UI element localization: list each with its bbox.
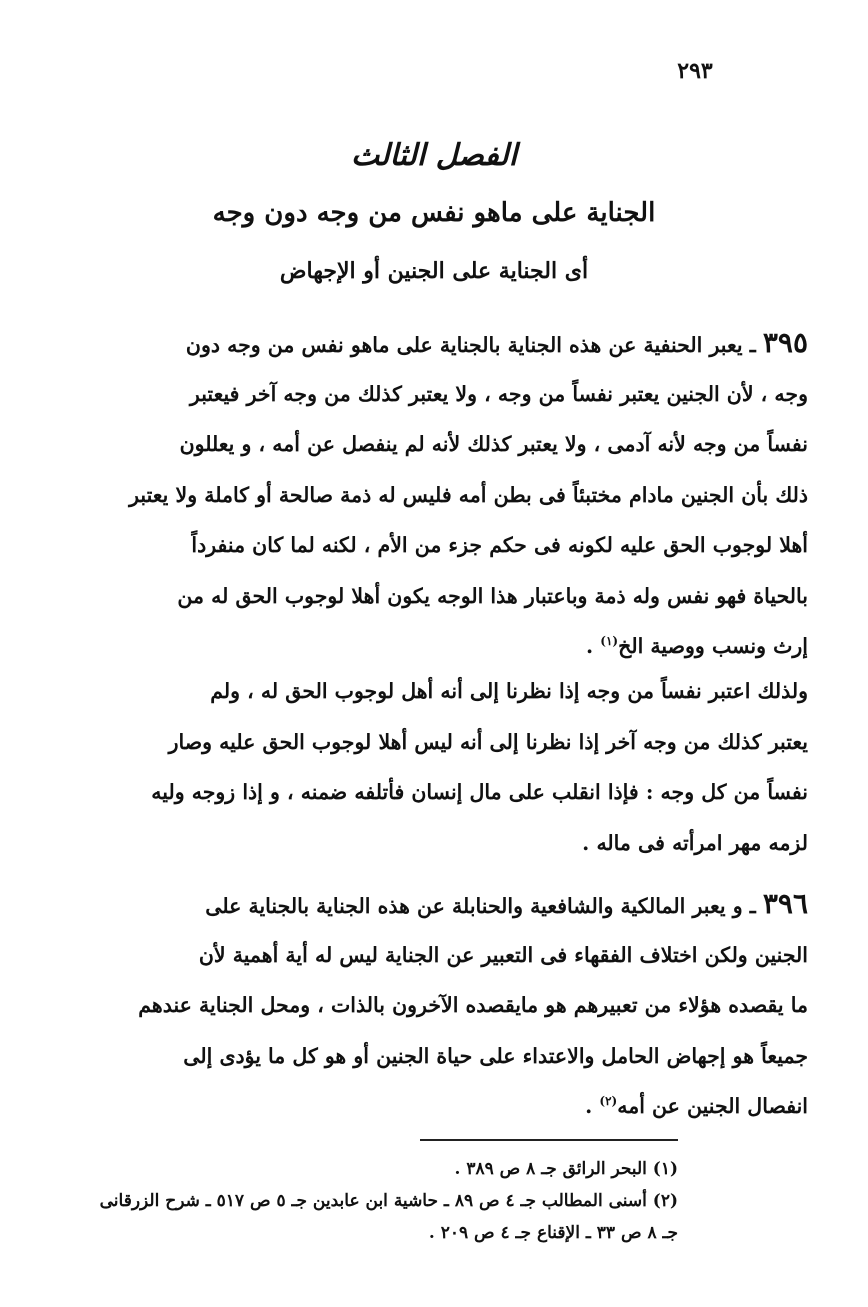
footnote-ref: (١) [600, 634, 619, 649]
paragraph-396 [78, 879, 808, 1132]
paragraph-continuation [78, 666, 808, 868]
text-line: إرث ونسب ووصية الخ$^{(١)}$ . [586, 634, 808, 658]
footnotes [78, 1153, 678, 1249]
section-number: ٣٩٥ [762, 326, 808, 359]
text-line: ولذلك اعتبر نفساً من وجه إذا نظرنا إلى أنه أهل لوجوب الحق له ، ولم [210, 679, 808, 703]
text-line: لزمه مهر امرأته فى ماله . [582, 830, 808, 855]
section-subtitle-alt: أى الجناية على الجنين أو الإجهاض [279, 258, 589, 284]
text-line: يعتبر كذلك من وجه آخر إذا نظرنا إلى أنه ليس أهلا لوجوب الحق عليه وصار [168, 729, 808, 754]
page-number: ٢٩٣ [677, 58, 713, 84]
footnote-ref: (٢) [599, 1094, 618, 1109]
footnote-line: جـ ٨ ص ٣٣ ـ الإقناع جـ ٤ ص ٢٠٩ . [428, 1223, 678, 1243]
paragraph-395 [78, 318, 808, 672]
section-subtitle: الجناية على ماهو نفس من وجه دون وجه [212, 198, 656, 228]
text-line: ٣٩٥ ـ يعبر الحنفية عن هذه الجناية بالجناية على ماهو نفس من وجه دون [185, 326, 808, 359]
text-line: بالحياة فهو نفس وله ذمة وباعتبار هذا الوجه يكون أهلا لوجوب الحق له من [177, 583, 808, 608]
text-line: نفساً من وجه لأنه آدمى ، ولا يعتبر كذلك لأنه لم ينفصل عن أمه ، و يعللون [179, 432, 808, 456]
footnote-line: (١) البحر الرائق جـ ٨ ص ٣٨٩ . [454, 1159, 678, 1179]
text-line: انفصال الجنين عن أمه$^{(٢)}$ . [585, 1094, 808, 1118]
footnote-line: (٢) أسنى المطالب جـ ٤ ص ٨٩ ـ حاشية ابن عابدين جـ ٥ ص ٥١٧ ـ شرح الزرقانى [99, 1191, 678, 1211]
text-line: نفساً من كل وجه : فإذا انقلب على مال إنسان فأتلفه ضمنه ، و إذا زوجه وليه [151, 780, 808, 804]
section-number: ٣٩٦ [762, 887, 808, 920]
chapter-title: الفصل الثالث [350, 138, 518, 173]
text-line: الجنين ولكن اختلاف الفقهاء فى التعبير عن الجناية ليس له أية أهمية لأن [198, 942, 808, 967]
footnote-divider [420, 1139, 678, 1141]
text-line: ٣٩٦ ـ و يعبر المالكية والشافعية والحنابلة عن هذه الجناية بالجناية على [205, 887, 808, 920]
text-line: ذلك بأن الجنين مادام مختبئاً فى بطن أمه فليس له ذمة صالحة أو كاملة ولا يعتبر [129, 482, 808, 507]
text-line: وجه ، لأن الجنين يعتبر نفساً من وجه ، ولا يعتبر كذلك من وجه آخر فيعتبر [189, 381, 808, 406]
text-line: ما يقصده هؤلاء من تعبيرهم هو مايقصده الآخرون بالذات ، ومحل الجناية عندهم [138, 993, 808, 1017]
text-line: أهلا لوجوب الحق عليه لكونه فى حكم جزء من الأم ، لكنه لما كان منفرداً [191, 533, 808, 557]
text-line: جميعاً هو إجهاض الحامل والاعتداء على حياة الجنين أو هو كل ما يؤدى إلى [183, 1043, 808, 1068]
